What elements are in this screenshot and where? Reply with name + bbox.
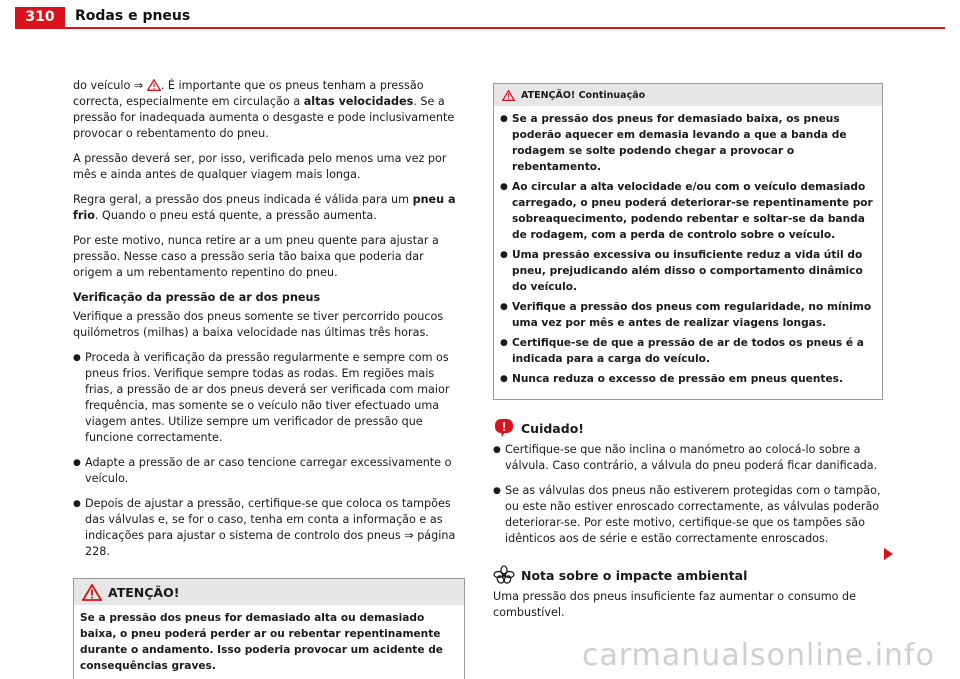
warning-title: ATENÇÃO!	[108, 584, 180, 600]
list-item: ● Adapte a pressão de ar caso tencione carregar excessivamente o veículo.	[73, 455, 465, 487]
warning-continuation-header	[494, 84, 882, 106]
intro-paragraph: do veículo ⇒ . É importante que os pneus tenham a pressão correcta, especialmente em circulação a altas velocidades. Se a pressão for inadequada aumenta o desgaste e pode inclusivamente provocar o rebentamento do pneu.	[73, 79, 455, 140]
list-item: ● Certifique-se que não inclina o manómetro ao colocá-lo sobre a válvula. Caso contrário, a válvula do pneu poderá ficar danificada.	[493, 442, 883, 474]
left-column	[73, 78, 465, 679]
section-subheading: Verificação da pressão de ar dos pneus	[73, 291, 321, 304]
list-item: ● Ao circular a alta velocidade e/ou com o veículo demasiado carregado, o pneu poderá deteriorar-se repentinamente por sobreaquecimento, podendo rebentar e soltar-se da banda de rodagem, com a perda de controlo sobre o veículo.	[500, 179, 876, 243]
paragraph-hot-tyre: Por este motivo, nunca retire ar a um pneu quente para ajustar a pressão. Nesse caso a pressão seria tão baixa que poderia dar origem a um rebentamento repentino do pneu.	[73, 234, 439, 279]
list-item: ● Certifique-se de que a pressão de ar de todos os pneus é a indicada para a carga do veículo.	[500, 335, 876, 367]
chapter-title: Rodas e pneus	[75, 8, 191, 24]
continue-arrow-icon	[884, 548, 893, 560]
paragraph-cold-tyre: Regra geral, a pressão dos pneus indicada é válida para um pneu a frio. Quando o pneu está quente, a pressão aumenta.	[73, 193, 456, 222]
paragraph-verification: Verifique a pressão dos pneus somente se tiver percorrido poucos quilómetros (milhas) a baixa velocidade nas últimas três horas.	[73, 310, 444, 339]
warning-triangle-icon	[502, 90, 515, 101]
page-number: 310	[15, 7, 65, 27]
header-rule	[15, 27, 945, 29]
right-column	[493, 83, 883, 630]
caution-icon	[493, 418, 515, 438]
list-item: ● Verifique a pressão dos pneus com regularidade, no mínimo uma vez por mês e antes de realizar viagens longas.	[500, 299, 876, 331]
list-item: ● Uma pressão excessiva ou insuficiente reduz a vida útil do pneu, prejudicando além disso o comportamento dinâmico do veículo.	[500, 247, 876, 295]
warning-box-header	[74, 579, 464, 605]
warning-triangle-icon	[82, 584, 102, 601]
environment-note-title: Nota sobre o impacte ambiental	[521, 567, 748, 583]
environment-flower-icon	[493, 565, 515, 585]
warning-continuation-box	[493, 83, 883, 400]
warning-triangle-icon	[147, 79, 161, 91]
list-item: ● Nunca reduza o excesso de pressão em pneus quentes.	[500, 371, 876, 387]
list-item: ● Proceda à verificação da pressão regularmente e sempre com os pneus frios. Verifique sempre todas as rodas. Em regiões mais frias, a pressão de ar dos pneus deverá ser verificada com maior frequência, mas somente se o veículo não tiver efectuado uma viagem antes. Utilize sempre um verificador de pressão que funcione correctamente.	[73, 350, 465, 446]
watermark: carmanualsonline.info	[582, 638, 935, 673]
environment-note-text: Uma pressão dos pneus insuficiente faz aumentar o consumo de combustível.	[493, 590, 856, 619]
warning-text: Se a pressão dos pneus for demasiado alta ou demasiado baixa, o pneu poderá perder ar ou rebentar repentinamente durante o andamento. Isso poderia provocar um acidente de consequências graves.	[80, 612, 443, 672]
list-item: ● Se as válvulas dos pneus não estiverem protegidas com o tampão, ou este não estiver enroscado correctamente, as válvulas poderão deteriorar-se. Por este motivo, certifique-se que os tampões são idênticos aos de série e estão correctamente enroscados.	[493, 483, 883, 547]
warning-continuation-title: ATENÇÃO! Continuação	[521, 89, 646, 101]
warning-box	[73, 578, 465, 679]
page-header	[0, 0, 960, 28]
paragraph-check-monthly: A pressão deverá ser, por isso, verificada pelo menos uma vez por mês e ainda antes de qualquer viagem mais longa.	[73, 152, 447, 181]
environment-note-section	[493, 565, 883, 621]
caution-title: Cuidado!	[521, 420, 584, 436]
list-item: ● Depois de ajustar a pressão, certifique-se que coloca os tampões das válvulas e, se for o caso, tenha em conta a informação e as indicações para ajustar o sistema de controlo dos pneus ⇒ página 228.	[73, 496, 465, 560]
caution-section	[493, 418, 883, 547]
list-item: ● Se a pressão dos pneus for demasiado baixa, os pneus poderão aquecer em demasia levando a que a banda de rodagem se solte podendo chegar a provocar o rebentamento.	[500, 111, 876, 175]
